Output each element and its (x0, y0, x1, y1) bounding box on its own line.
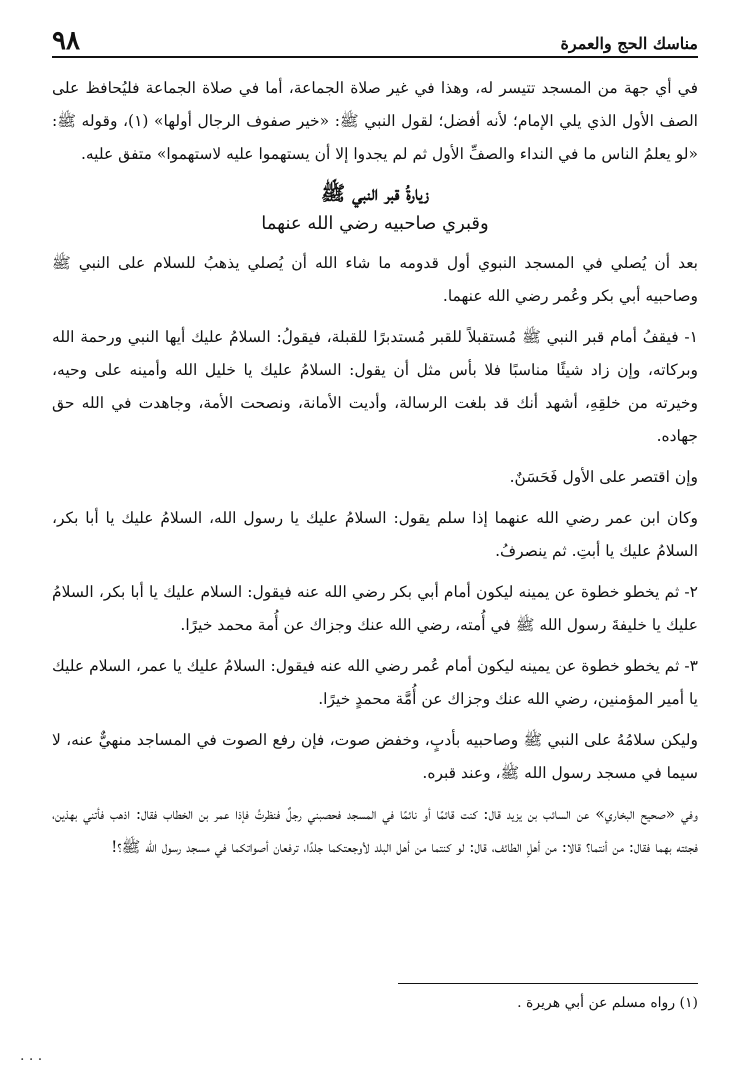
page-number: ٩٨ (52, 26, 80, 56)
paragraph-salat-jamaa: في أي جهة من المسجد تتيسر له، وهذا في غير صلاة الجماعة، أما في صلاة الجماعة فليُحافظ على الصف الأول الذي يلي الإمام؛ لأنه أفضل؛ لقول النبي ﷺ: «خير صفوف الرجال أولها» (١)، وقوله ﷺ: «لو يعلمُ الناس ما في النداء والصفِّ الأول ثم لم يجدوا إلا أن يستهموا عليه لاستهموا» متفق عليه. (52, 79, 698, 163)
footnote-divider (398, 983, 698, 984)
section-title: زيارةُ قبر النبي ﷺ (321, 181, 429, 205)
paragraph-step-1: ١- فيقفُ أمام قبر النبي ﷺ مُستقبلاً للقبر مُستدبرًا للقبلة، فيقولُ: السلامُ عليك أيها النبي ورحمة الله وبركاته، وإن زاد شيئًا مناسبًا فلا بأس مثل أن يقول: السلامُ عليك يا خليل الله وأمينه على وحيه، وخيرته من خلقِهِ، أشهد أنك قد بلغت الرسالة، وأديت الأمانة، ونصحت الأمة، وجاهدت في الله حق جهاده. (52, 328, 698, 445)
running-title: مناسك الحج والعمرة (560, 34, 698, 53)
paragraph-iqtisar: وإن اقتصر على الأول فَحَسَنٌ. (509, 468, 698, 486)
paragraph-intro-ziyara: بعد أن يُصلي في المسجد النبوي أول قدومه ما شاء الله أن يُصلي يذهبُ للسلام على النبي ﷺ وصاحبيه أبي بكر وعُمر رضي الله عنهما. (52, 254, 698, 305)
page-body (52, 72, 698, 864)
section-subtitle: وقبري صاحبيه رضي الله عنهما (261, 213, 489, 234)
paragraph-bukhari: وفي «صحيح البخاري» عن السائب بن يزيد قال: كنت قائمًا أو نائمًا في المسجد فحصبني رجلٌ فنظرتُ فإذا عمر بن الخطاب فقال: اذهب فأتني بهذين، فجئته بهما فقال: من أنتما؟ قالا: من أهلِ الطائف، قال: لو كنتما من أهل البلد لأوجعتكما جلدًا، ترفعان أصواتكما في مسجد رسول الله ﷺ؟! (52, 805, 698, 856)
paragraph-step-2: ٢- ثم يخطو خطوة عن يمينه ليكون أمام أبي بكر رضي الله عنه فيقول: السلام عليك يا أبا بكر، السلامُ عليك يا خليفةَ رسول الله ﷺ في أُمته، رضي الله عنك وجزاك عن أُمة محمد خيرًا. (52, 583, 698, 634)
book-page (52, 0, 698, 1085)
paragraph-step-3: ٣- ثم يخطو خطوة عن يمينه ليكون أمام عُمر رضي الله عنه فيقول: السلامُ عليك يا عمر، السلام عليك يا أمير المؤمنين، رضي الله عنك وجزاك عن أُمَّة محمدٍ خيرًا. (52, 657, 698, 708)
bottom-marks: . . . (20, 1048, 43, 1064)
footnote: (١) رواه مسلم عن أبي هريرة . (517, 995, 698, 1011)
paragraph-ibn-umar: وكان ابن عمر رضي الله عنهما إذا سلم يقول: السلامُ عليك يا رسول الله، السلامُ عليك يا أبا بكر، السلامُ عليك يا أبتِ. ثم ينصرفُ. (52, 509, 698, 560)
page-header (52, 24, 698, 58)
paragraph-adab: وليكن سلامُهُ على النبي ﷺ وصاحبيه بأدبٍ، وخفض صوت، فإن رفع الصوت في المساجد منهيٌّ عنه، لا سيما في مسجد رسول الله ﷺ، وعند قبره. (52, 731, 698, 782)
